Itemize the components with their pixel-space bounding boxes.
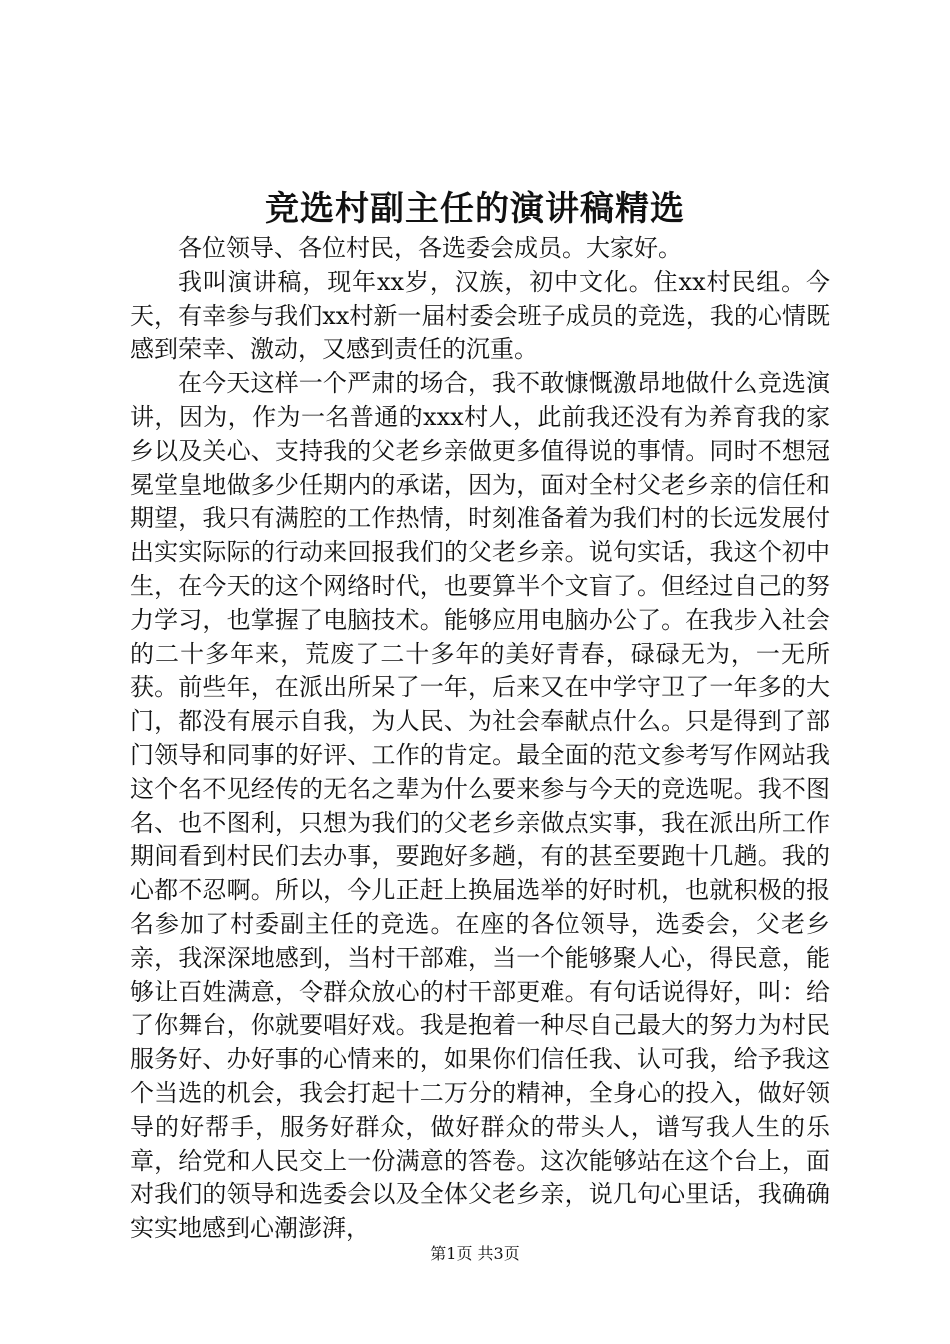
paragraph-greeting: 各位领导、各位村民，各选委会成员。大家好。 (178, 234, 682, 262)
document-title: 竞选村副主任的演讲稿精选 (265, 189, 685, 229)
paragraph-main-speech: 在今天这样一个严肃的场合，我不敢慷慨激昂地做什么竞选演讲，因为，作为一名普通的xxx村人，此前我还没有为养育我的家乡以及关心、支持我的父老乡亲做更多值得说的事情。同时不想冠冕堂皇地做多少任期内的承诺，因为，面对全村父老乡亲的信任和期望，我只有满腔的工作热情，时刻准备着为我们村的长远发展付出实实际际的行动来回报我们的父老乡亲。说句实话，我这个初中生，在今天的这个网络时代，也要算半个文盲了。但经过自己的努力学习，也掌握了电脑技术。能够应用电脑办公了。在我步入社会的二十多年来，荒废了二十多年的美好青春，碌碌无为，一无所获。前些年，在派出所呆了一年，后来又在中学守卫了一年多的大门，都没有展示自我，为人民、为社会奉献点什么。只是得到了部门领导和同事的好评、工作的肯定。最全面的范文参考写作网站我这个名不见经传的无名之辈为什么要来参与今天的竞选呢。我不图名、也不图利，只想为我们的父老乡亲做点实事，我在派出所工作期间看到村民们去办事，要跑好多趟，有的甚至要跑十几趟。我的心都不忍啊。所以，今儿正赶上换届选举的好时机，也就积极的报名参加了村委副主任的竞选。在座的各位领导，选委会，父老乡亲，我深深地感到，当村干部难，当一个能够聚人心，得民意，能够让百姓满意，令群众放心的村干部更难。有句话说得好，叫：给了你舞台，你就要唱好戏。我是抱着一种尽自己最大的努力为村民服务好、办好事的心情来的，如果你们信任我、认可我，给予我这个当选的机会，我会打起十二万分的精神，全身心的投入，做好领导的好帮手，服务好群众，做好群众的带头人，谱写我人生的乐章，给党和人民交上一份满意的答卷。这次能够站在这个台上，面对我们的领导和选委会以及全体父老乡亲，说几句心里话，我确确实实地感到心潮澎湃， (130, 369, 830, 1243)
page-number-footer: 第1页 共3页 (430, 1244, 520, 1263)
document-body (130, 232, 830, 1246)
paragraph-introduction: 我叫演讲稿，现年xx岁，汉族，初中文化。住xx村民组。今天，有幸参与我们xx村新一届村委会班子成员的竞选，我的心情既感到荣幸、激动，又感到责任的沉重。 (130, 267, 830, 364)
